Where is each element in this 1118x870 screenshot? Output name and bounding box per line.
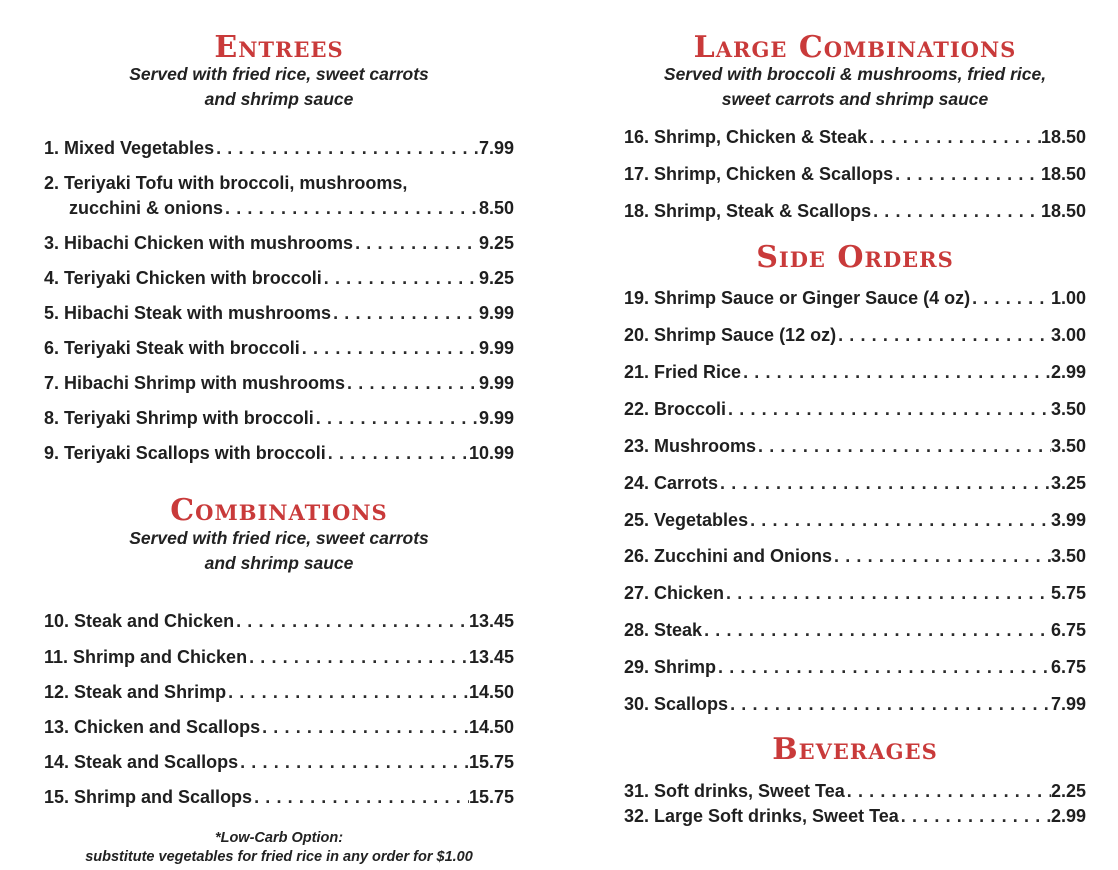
item-price: 9.99 xyxy=(478,338,514,358)
item-price: 15.75 xyxy=(468,787,514,807)
item-name: 29. Shrimp xyxy=(624,657,717,677)
menu-item xyxy=(624,692,1086,717)
menu-item xyxy=(624,125,1086,150)
item-price: 9.99 xyxy=(478,303,514,323)
item-name: 15. Shrimp and Scallops xyxy=(44,787,253,807)
menu-item xyxy=(44,785,514,810)
item-price: 2.25 xyxy=(1050,781,1086,801)
item-name: 1. Mixed Vegetables xyxy=(44,138,215,158)
item-name: 21. Fried Rice xyxy=(624,362,742,382)
entrees-subtitle-1: Served with fried rice, sweet carrots xyxy=(129,64,429,84)
menu-item xyxy=(44,136,514,161)
item-name: 13. Chicken and Scallops xyxy=(44,717,261,737)
item-name: 14. Steak and Scallops xyxy=(44,752,239,772)
item-name: 6. Teriyaki Steak with broccoli xyxy=(44,338,300,358)
menu-item xyxy=(44,406,514,431)
item-name: 7. Hibachi Shrimp with mushrooms xyxy=(44,373,346,393)
item-price: 8.50 xyxy=(478,198,514,218)
item-price: 18.50 xyxy=(1040,201,1086,221)
item-price: 3.50 xyxy=(1050,399,1086,419)
item-name: 9. Teriyaki Scallops with broccoli xyxy=(44,443,326,463)
item-price: 13.45 xyxy=(468,611,514,631)
menu-item xyxy=(44,371,514,396)
item-name: 18. Shrimp, Steak & Scallops xyxy=(624,201,872,221)
item-price: 3.25 xyxy=(1050,473,1086,493)
large-combinations-subtitle-2: sweet carrots and shrimp sauce xyxy=(721,89,989,109)
menu-item xyxy=(624,471,1086,496)
menu-item xyxy=(44,750,514,775)
item-name: 31. Soft drinks, Sweet Tea xyxy=(624,781,845,801)
item-price: 7.99 xyxy=(478,138,514,158)
menu-item xyxy=(44,609,514,634)
menu-item xyxy=(44,441,514,466)
menu-item xyxy=(624,655,1086,680)
combinations-subtitle-1: Served with fried rice, sweet carrots xyxy=(129,528,429,548)
item-price: 13.45 xyxy=(468,647,514,667)
item-price: 3.99 xyxy=(1050,510,1086,530)
item-price: 2.99 xyxy=(1050,362,1086,382)
menu-item xyxy=(44,336,514,361)
menu-item xyxy=(624,323,1086,348)
item-price: 9.99 xyxy=(478,408,514,428)
item-name: 10. Steak and Chicken xyxy=(44,611,235,631)
menu-item xyxy=(44,231,514,256)
item-name: 24. Carrots xyxy=(624,473,719,493)
menu-item xyxy=(624,397,1086,422)
item-name: 11. Shrimp and Chicken xyxy=(44,647,248,667)
combinations-subtitle-2: and shrimp sauce xyxy=(204,553,354,573)
entrees-subtitle-2: and shrimp sauce xyxy=(204,89,354,109)
item-price: 18.50 xyxy=(1040,164,1086,184)
menu-item xyxy=(624,581,1086,606)
item-name: 30. Scallops xyxy=(624,694,729,714)
item-name: 27. Chicken xyxy=(624,583,725,603)
menu-item xyxy=(624,199,1086,224)
item-name: 4. Teriyaki Chicken with broccoli xyxy=(44,268,322,288)
item-name: 17. Shrimp, Chicken & Scallops xyxy=(624,164,894,184)
low-carb-note-title: *Low-Carb Option: xyxy=(214,830,344,846)
large-combinations-subtitle-1: Served with broccoli & mushrooms, fried rice, xyxy=(663,64,1047,84)
item-name: 8. Teriyaki Shrimp with broccoli xyxy=(44,408,314,428)
menu-item xyxy=(624,618,1086,643)
item-name: zucchini & onions xyxy=(69,198,224,218)
item-price: 2.99 xyxy=(1050,806,1086,826)
item-name: 20. Shrimp Sauce (12 oz) xyxy=(624,325,837,345)
item-price: 3.50 xyxy=(1050,546,1086,566)
menu-item xyxy=(624,434,1086,459)
item-name: 12. Steak and Shrimp xyxy=(44,682,227,702)
menu-item xyxy=(44,171,514,221)
menu-item xyxy=(624,360,1086,385)
combinations-heading: Combinations xyxy=(170,493,388,528)
menu-item xyxy=(44,266,514,291)
menu-item xyxy=(44,645,514,670)
item-name: 22. Broccoli xyxy=(624,399,727,419)
item-price: 5.75 xyxy=(1050,583,1086,603)
item-price: 14.50 xyxy=(468,682,514,702)
item-price: 1.00 xyxy=(1050,288,1086,308)
item-name: 5. Hibachi Steak with mushrooms xyxy=(44,303,332,323)
menu-item xyxy=(44,680,514,705)
menu-item xyxy=(624,508,1086,533)
low-carb-note-text: substitute vegetables for fried rice in any order for $1.00 xyxy=(85,849,473,865)
item-price: 9.99 xyxy=(478,373,514,393)
item-price: 6.75 xyxy=(1050,620,1086,640)
item-price: 9.25 xyxy=(478,233,514,253)
large-combinations-heading: Large Combinations xyxy=(693,30,1017,65)
item-price: 10.99 xyxy=(468,443,514,463)
item-price: 3.00 xyxy=(1050,325,1086,345)
item-price: 15.75 xyxy=(468,752,514,772)
item-name: 3. Hibachi Chicken with mushrooms xyxy=(44,233,354,253)
item-name: 32. Large Soft drinks, Sweet Tea xyxy=(624,806,899,826)
menu-item xyxy=(624,286,1086,311)
menu-item xyxy=(624,544,1086,569)
item-name: 28. Steak xyxy=(624,620,703,640)
item-price: 7.99 xyxy=(1050,694,1086,714)
item-price: 3.50 xyxy=(1050,436,1086,456)
menu-item xyxy=(624,779,1086,804)
item-name-line-1: 2. Teriyaki Tofu with broccoli, mushrooms, xyxy=(44,173,408,193)
item-name: 26. Zucchini and Onions xyxy=(624,546,833,566)
item-price: 9.25 xyxy=(478,268,514,288)
item-name: 16. Shrimp, Chicken & Steak xyxy=(624,127,868,147)
item-name: 23. Mushrooms xyxy=(624,436,757,456)
menu-item xyxy=(44,715,514,740)
menu-item xyxy=(44,301,514,326)
menu-item xyxy=(624,162,1086,187)
item-price: 18.50 xyxy=(1040,127,1086,147)
item-name: 19. Shrimp Sauce or Ginger Sauce (4 oz) xyxy=(624,288,971,308)
item-name: 25. Vegetables xyxy=(624,510,749,530)
item-price: 14.50 xyxy=(468,717,514,737)
entrees-heading: Entrees xyxy=(214,30,344,65)
menu-item xyxy=(624,804,1086,829)
beverages-heading: Beverages xyxy=(772,732,938,767)
item-price: 6.75 xyxy=(1050,657,1086,677)
side-orders-heading: Side Orders xyxy=(756,240,954,275)
